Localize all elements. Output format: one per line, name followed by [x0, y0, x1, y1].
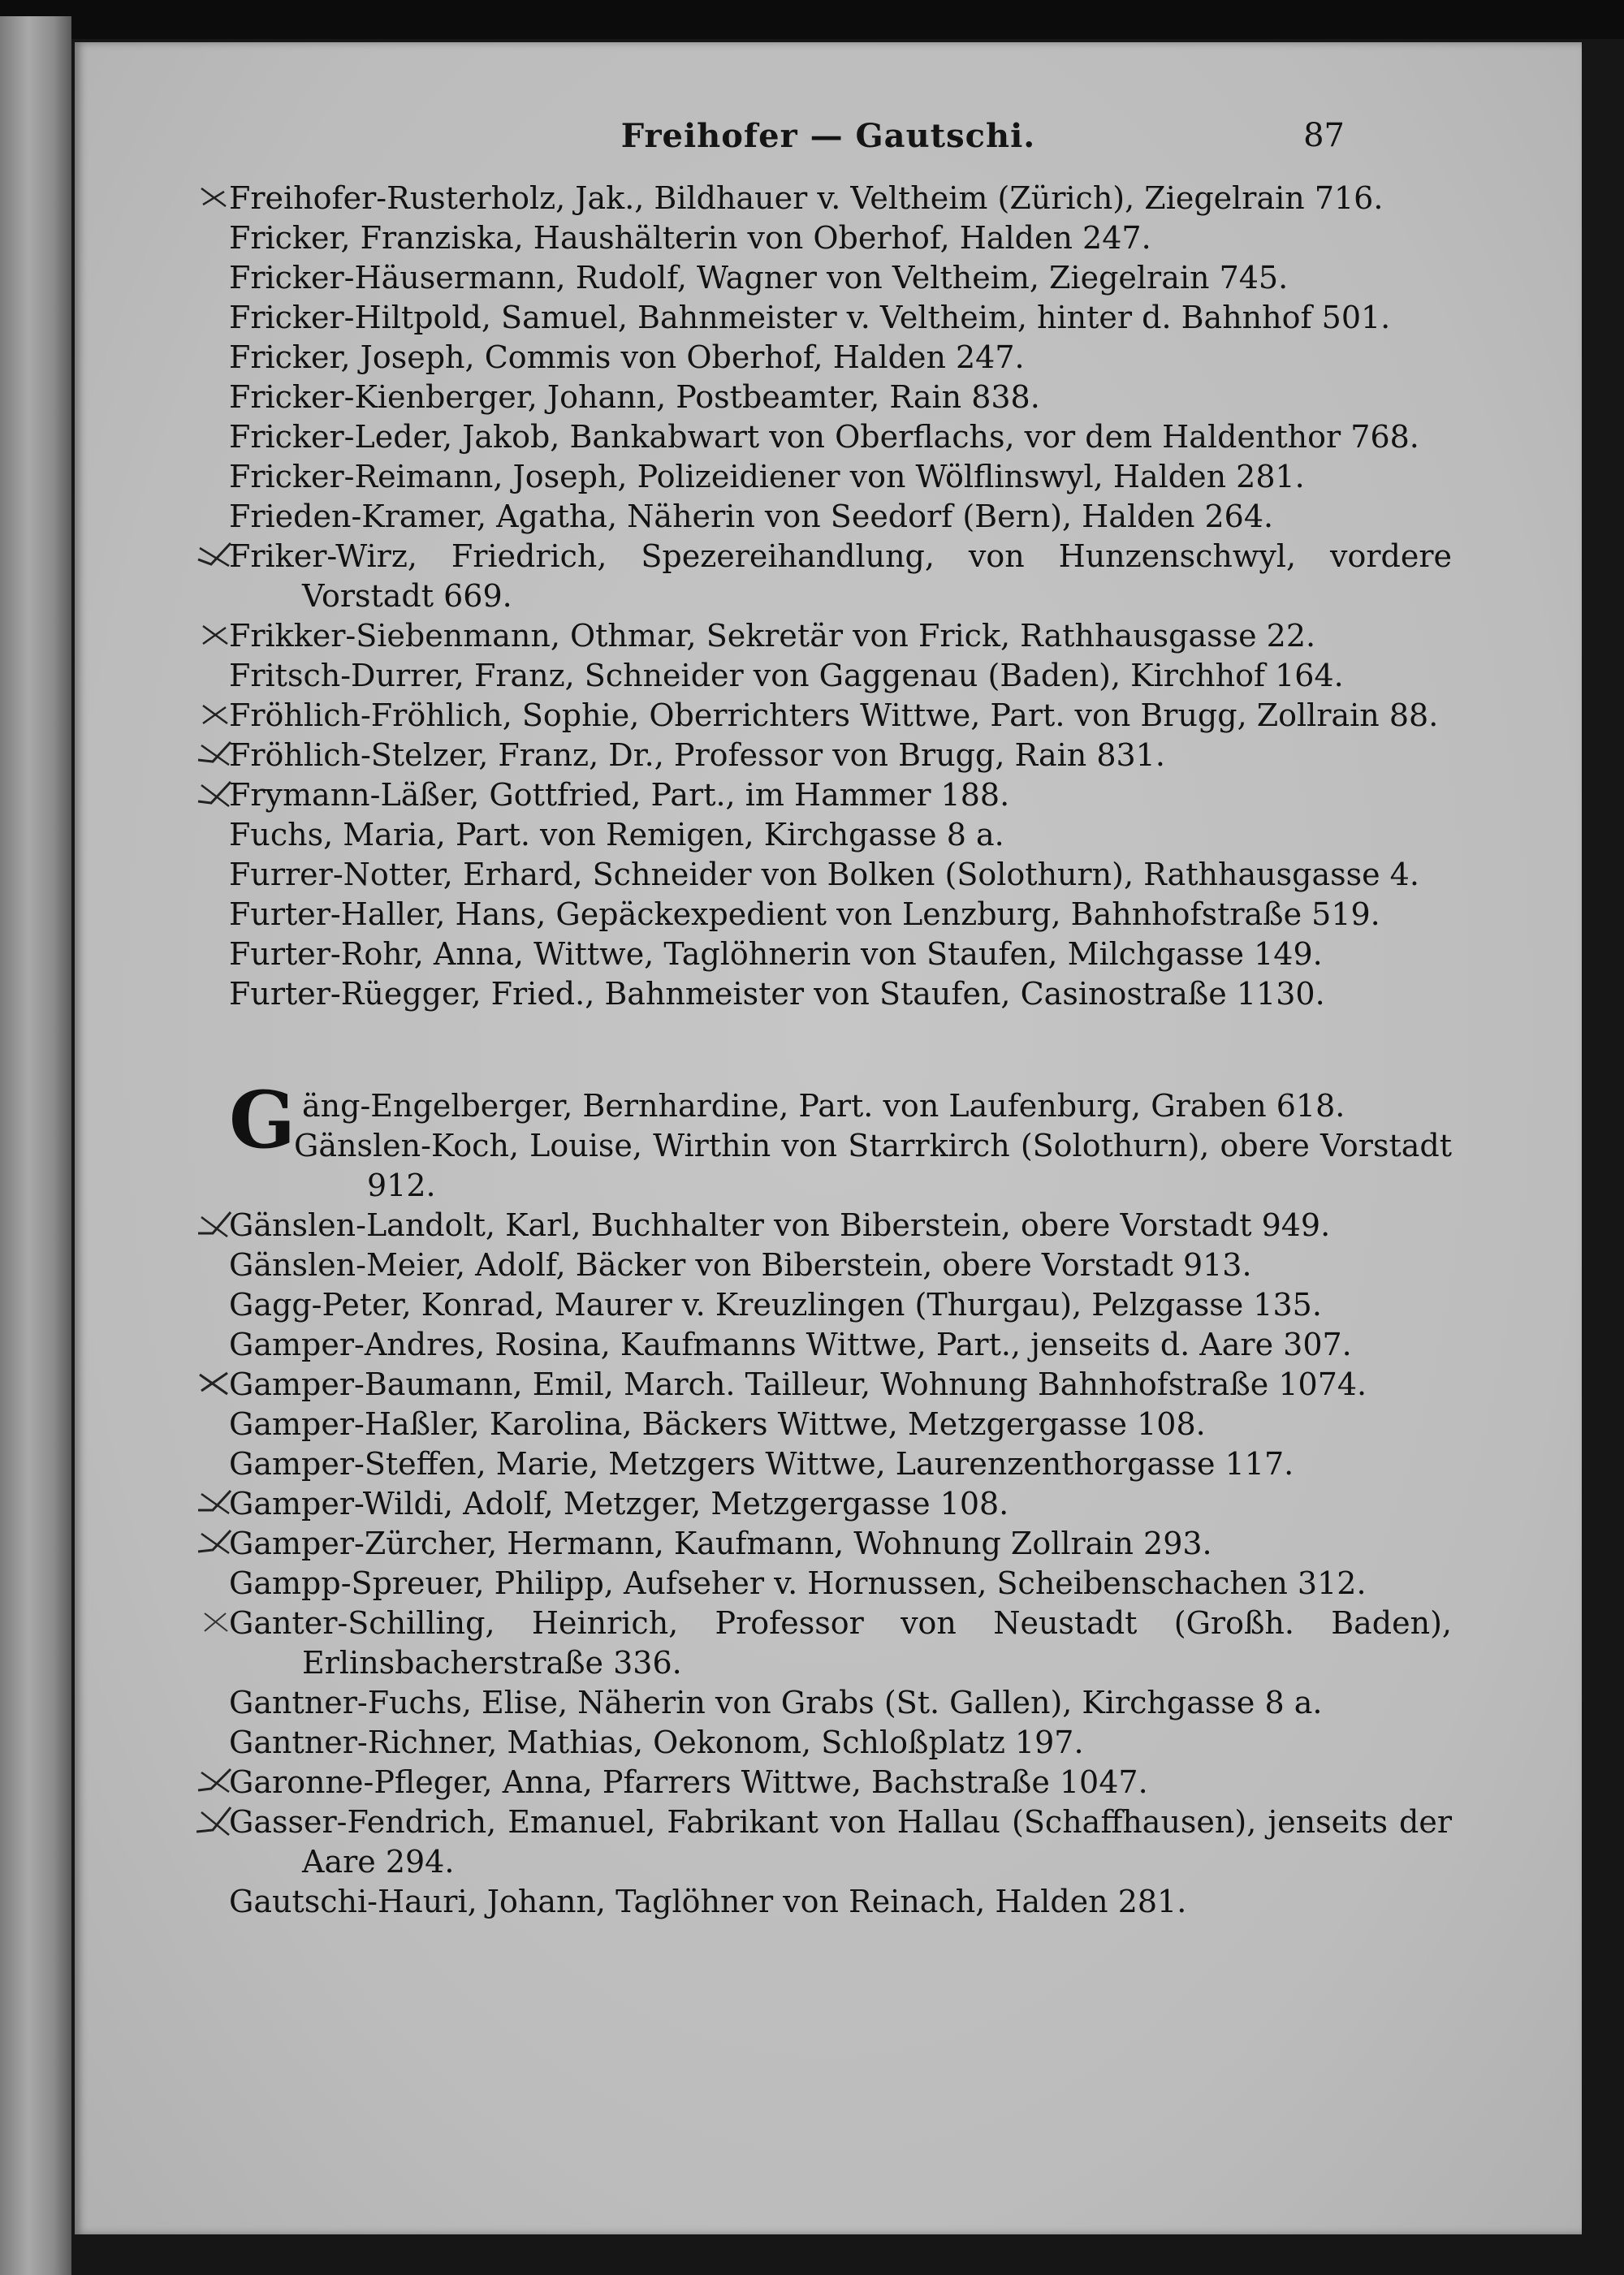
- list-item: Furter-Haller, Hans, Gepäckexpedient von Lenzburg, Bahnhofstraße 519.: [229, 896, 1380, 932]
- list-item: Frikker-Siebenmann, Othmar, Sekretär von Frick, Rathhausgasse 22.: [229, 616, 1452, 656]
- list-item: Fricker-Leder, Jakob, Bankabwart von Oberflachs, vor dem Haldenthor 768.: [229, 419, 1419, 455]
- list-item: Gamper-Zürcher, Hermann, Kaufmann, Wohnung Zollrain 293.: [229, 1524, 1452, 1564]
- list-item: Gantner-Richner, Mathias, Oekonom, Schloßplatz 197.: [229, 1725, 1084, 1760]
- list-item: Gänslen-Landolt, Karl, Buchhalter von Biberstein, obere Vorstadt 949.: [229, 1206, 1452, 1245]
- list-item: Gautschi-Hauri, Johann, Taglöhner von Reinach, Halden 281.: [229, 1884, 1187, 1919]
- page-number: 87: [1303, 117, 1345, 154]
- list-item: Gampp-Spreuer, Philipp, Aufseher v. Hornussen, Scheibenschachen 312.: [229, 1565, 1367, 1601]
- list-item: Gantner-Fuchs, Elise, Näherin von Grabs (St. Gallen), Kirchgasse 8 a.: [229, 1685, 1323, 1720]
- check-mark-icon: [197, 1209, 232, 1240]
- list-item: Garonne-Pfleger, Anna, Pfarrers Wittwe, Bachstraße 1047.: [229, 1763, 1452, 1802]
- page-title: Freihofer — Gautschi.: [620, 117, 1036, 155]
- list-item: Fricker-Häusermann, Rudolf, Wagner von Veltheim, Ziegelrain 745.: [229, 260, 1289, 296]
- check-mark-icon: [197, 739, 232, 770]
- check-mark-icon: [197, 1806, 232, 1837]
- list-item: Fröhlich-Stelzer, Franz, Dr., Professor von Brugg, Rain 831.: [229, 736, 1452, 775]
- list-item: Fröhlich-Fröhlich, Sophie, Oberrichters Wittwe, Part. von Brugg, Zollrain 88.: [229, 696, 1452, 736]
- list-item: Fricker, Joseph, Commis von Oberhof, Halden 247.: [229, 339, 1025, 375]
- check-mark-icon: [197, 699, 232, 730]
- list-item: Fricker, Franziska, Haushälterin von Oberhof, Halden 247.: [229, 220, 1151, 256]
- list-item: Gamper-Haßler, Karolina, Bäckers Wittwe, Metzgergasse 108.: [229, 1406, 1206, 1442]
- list-item: Gänslen-Koch, Louise, Wirthin von Starrkirch (Solothurn), obere Vorstadt 912.: [294, 1128, 1452, 1203]
- list-item: Frieden-Kramer, Agatha, Näherin von Seedorf (Bern), Halden 264.: [229, 499, 1274, 534]
- list-item: Gamper-Andres, Rosina, Kaufmanns Wittwe, Part., jenseits d. Aare 307.: [229, 1327, 1352, 1362]
- check-mark-icon: [197, 182, 232, 213]
- list-item: Gamper-Wildi, Adolf, Metzger, Metzgergasse 108.: [229, 1484, 1452, 1524]
- list-item: Fricker-Kienberger, Johann, Postbeamter, Rain 838.: [229, 379, 1040, 415]
- check-mark-icon: [197, 1607, 232, 1638]
- list-item: Frymann-Läßer, Gottfried, Part., im Hammer 188.: [229, 775, 1452, 815]
- list-item: Gamper-Baumann, Emil, March. Tailleur, Wohnung Bahnhofstraße 1074.: [229, 1365, 1452, 1405]
- book-page: [75, 42, 1582, 2234]
- running-head: [75, 117, 1582, 174]
- list-item: Gasser-Fendrich, Emanuel, Fabrikant von Hallau (Schaffhausen), jenseits der Aare 294.: [229, 1802, 1452, 1882]
- scan-border-top: [0, 0, 1624, 39]
- check-mark-icon: [197, 1368, 232, 1399]
- list-item: Ganter-Schilling, Heinrich, Professor von Neustadt (Großh. Baden), Erlinsbacherstraße 336.: [229, 1604, 1452, 1683]
- book-spine-edge: [0, 16, 71, 2275]
- section-divider: [229, 1014, 1452, 1086]
- check-mark-icon: [197, 1766, 232, 1797]
- list-item: Friker-Wirz, Friedrich, Spezereihandlung, von Hunzenschwyl, vordere Vorstadt 669.: [229, 537, 1452, 616]
- list-item: Furrer-Notter, Erhard, Schneider von Bolken (Solothurn), Rathhausgasse 4.: [229, 857, 1419, 892]
- check-mark-icon: [197, 540, 232, 571]
- list-item: Fuchs, Maria, Part. von Remigen, Kirchgasse 8 a.: [229, 817, 1004, 853]
- list-item: Fritsch-Durrer, Franz, Schneider von Gaggenau (Baden), Kirchhof 164.: [229, 658, 1344, 693]
- list-item: Gamper-Steffen, Marie, Metzgers Wittwe, Laurenzenthorgasse 117.: [229, 1446, 1294, 1482]
- check-mark-icon: [197, 1527, 232, 1558]
- drop-cap-initial: G: [229, 1074, 296, 1166]
- list-item: Fricker-Reimann, Joseph, Polizeidiener von Wölflinswyl, Halden 281.: [229, 459, 1305, 494]
- list-item: Furter-Rohr, Anna, Wittwe, Taglöhnerin von Staufen, Milchgasse 149.: [229, 936, 1323, 972]
- list-item: Furter-Rüegger, Fried., Bahnmeister von Staufen, Casinostraße 1130.: [229, 976, 1325, 1012]
- list-item: Fricker-Hiltpold, Samuel, Bahnmeister v. Veltheim, hinter d. Bahnhof 501.: [229, 300, 1391, 335]
- directory-entries: [229, 179, 1452, 1922]
- list-item: G äng-Engelberger, Bernhardine, Part. von Laufenburg, Graben 618.: [229, 1074, 1345, 1166]
- check-mark-icon: [197, 1487, 232, 1518]
- check-mark-icon: [197, 619, 232, 650]
- check-mark-icon: [197, 779, 232, 809]
- list-item: Gagg-Peter, Konrad, Maurer v. Kreuzlingen (Thurgau), Pelzgasse 135.: [229, 1287, 1322, 1323]
- list-item: Freihofer-Rusterholz, Jak., Bildhauer v. Veltheim (Zürich), Ziegelrain 716.: [229, 179, 1452, 218]
- list-item: Gänslen-Meier, Adolf, Bäcker von Biberstein, obere Vorstadt 913.: [229, 1247, 1252, 1283]
